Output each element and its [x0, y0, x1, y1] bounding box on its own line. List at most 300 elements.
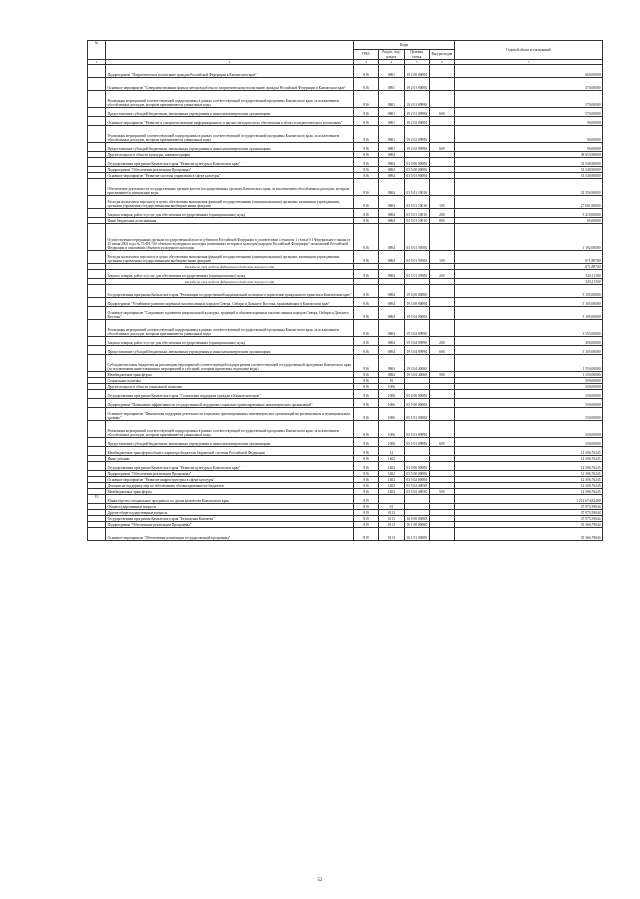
row-sum: 35 366,79044	[455, 528, 603, 541]
row-celevaya: 19 3 04 40060	[404, 355, 429, 372]
row-sum: 350,00000	[455, 408, 603, 421]
row-name: Закупка товаров, работ и услуг для обеспечения государственных (муниципальных) нужд	[106, 337, 354, 346]
row-name: Общегосударственные вопросы	[106, 504, 354, 510]
row-sum: 35 366,79044	[455, 522, 603, 528]
row-number	[88, 408, 106, 421]
row-razdel: 0801	[379, 65, 404, 78]
row-number	[88, 196, 106, 209]
table-row	[88, 298, 603, 307]
row-number	[88, 158, 106, 167]
row-vid	[429, 179, 454, 196]
row-number	[88, 528, 106, 541]
colnum: 2	[106, 60, 354, 65]
row-celevaya: 19 2 01 09990	[404, 108, 429, 117]
row-razdel: 0804	[379, 298, 404, 307]
row-number	[88, 179, 106, 196]
row-celevaya: 05 5 01 00000	[404, 408, 429, 421]
row-sum: 350,00000	[455, 421, 603, 438]
budget-table	[87, 40, 603, 541]
row-vid: 600	[429, 346, 454, 355]
row-number	[88, 320, 106, 337]
row-sum: 90,00000	[455, 117, 603, 126]
row-name: Государственная программа Камчатского края "Безопасная Камчатка"	[106, 516, 354, 522]
row-name: Основное мероприятие "Финансовая поддержка деятельности социально ориентированных некоммерческих организаций на региональном и муниципальном уровнях"	[106, 408, 354, 421]
row-razdel: 0801	[379, 143, 404, 152]
row-razdel: 0113	[379, 516, 404, 522]
row-name: Подпрограмма "Обеспечение реализации Программы"	[106, 522, 354, 528]
table-row	[88, 421, 603, 438]
row-vid	[429, 421, 454, 438]
row-vid: 200	[429, 337, 454, 346]
row-grbs: 816	[354, 320, 379, 337]
table-row	[88, 320, 603, 337]
row-vid: 200	[429, 209, 454, 218]
row-grbs: 816	[354, 117, 379, 126]
row-sum: 3 555,00000	[455, 320, 603, 337]
row-sum: 90,00000	[455, 126, 603, 143]
row-grbs: 816	[354, 384, 379, 390]
row-name: Предоставление субсидий бюджетным, автономным учреждениям и иным некоммерческим организациям	[106, 438, 354, 447]
row-grbs: 816	[354, 307, 379, 320]
row-number	[88, 346, 106, 355]
row-celevaya: 03 5 02 40030	[404, 489, 429, 495]
row-razdel: 0804	[379, 196, 404, 209]
row-sum: 671,88700	[455, 251, 603, 264]
row-name: Реализация мероприятий соответствующей подпрограммы в рамках соответствующей государственной программы Камчатского края, за исключением обособленных расходов, которым присваиваются уникальные коды	[106, 421, 354, 438]
row-sum: 37 975,59044	[455, 516, 603, 522]
row-vid: 600	[429, 438, 454, 447]
row-grbs: 819	[354, 522, 379, 528]
row-sum: 12 306,76245	[455, 447, 603, 456]
row-celevaya: 19 2 01 00000	[404, 78, 429, 91]
row-celevaya: 19 3 04 40060	[404, 372, 429, 378]
row-vid	[429, 320, 454, 337]
table-row	[88, 346, 603, 355]
colnum: 1	[88, 60, 106, 65]
row-name: Предоставление субсидий бюджетным, автономным учреждениям и иным некоммерческим организациям	[106, 108, 354, 117]
row-grbs: 816	[354, 471, 379, 477]
row-name: Расходы за счет средств федерального бюджета текущего года	[106, 264, 354, 270]
row-grbs: 816	[354, 355, 379, 372]
row-sum: 12 306,76245	[455, 462, 603, 471]
row-vid	[429, 126, 454, 143]
row-name: Основное мероприятие "Обеспечение реализации государственной программы"	[106, 528, 354, 541]
row-number	[88, 399, 106, 408]
row-name: Основное мероприятие "Развитие системы управления в сфере культуры"	[106, 173, 354, 179]
table-row	[88, 438, 603, 447]
row-celevaya: 19 0 00 00000	[404, 285, 429, 298]
table-row	[88, 65, 603, 78]
row-name: Дотации на поддержку мер по обеспечению сбалансированности бюджетов	[106, 483, 354, 489]
row-razdel: 0804	[379, 173, 404, 179]
row-grbs: 816	[354, 152, 379, 158]
row-number	[88, 285, 106, 298]
row-grbs: 816	[354, 158, 379, 167]
row-grbs: 816	[354, 285, 379, 298]
row-razdel: 0804	[379, 152, 404, 158]
row-celevaya: 03 5 00 00000	[404, 167, 429, 173]
row-vid	[429, 224, 454, 251]
row-razdel: 0804	[379, 337, 404, 346]
row-razdel: 0113	[379, 522, 404, 528]
row-grbs: 816	[354, 298, 379, 307]
row-razdel: 1402	[379, 471, 404, 477]
row-celevaya: 05 5 01 09990	[404, 421, 429, 438]
header-no: №	[88, 41, 106, 60]
row-sum: 33 548,90000	[455, 167, 603, 173]
row-name: Основное мероприятие "Развитие и совершенствование информационного и научно-методического обеспечения в области патриотического воспитания"	[106, 117, 354, 126]
row-grbs: 816	[354, 173, 379, 179]
row-name: Расходы на выплаты персоналу в целях обеспечения выполнения функций государственными (муниципальными) органами, казенными учреждениями, органами управления государственными внебюджетными фондами	[106, 196, 354, 209]
row-name: Другие вопросы в области социальной политики	[106, 384, 354, 390]
colnum: 6	[429, 60, 454, 65]
row-name: Межбюджетные трансферты общего характера бюджетам бюджетной системы Российской Федерации	[106, 447, 354, 456]
row-celevaya: 16 1 00 00000	[404, 522, 429, 528]
row-sum: 660,00000	[455, 65, 603, 78]
row-vid: 600	[429, 108, 454, 117]
row-name: Другие общегосударственные вопросы	[106, 510, 354, 516]
row-name: Предоставление субсидий бюджетным, автономным учреждениям и иным некоммерческим организациям	[106, 346, 354, 355]
table-row	[88, 117, 603, 126]
row-name: Подпрограмма "Обеспечение реализации Программы"	[106, 471, 354, 477]
row-grbs: 816	[354, 489, 379, 495]
table-row	[88, 179, 603, 196]
row-number	[88, 117, 106, 126]
row-sum: 32 356,90000	[455, 179, 603, 196]
row-razdel: 0804	[379, 320, 404, 337]
table-row	[88, 528, 603, 541]
row-razdel: 0804	[379, 167, 404, 173]
row-celevaya: 19 2 02 00000	[404, 117, 429, 126]
colnum: 4	[379, 60, 404, 65]
row-razdel: 14	[379, 447, 404, 456]
colnum: 3	[354, 60, 379, 65]
row-number	[88, 307, 106, 320]
row-razdel: 1402	[379, 483, 404, 489]
row-vid	[429, 399, 454, 408]
table-row	[88, 91, 603, 108]
colnum: 5	[404, 60, 429, 65]
table-row	[88, 108, 603, 117]
row-sum: 350,00000	[455, 384, 603, 390]
row-vid	[429, 355, 454, 372]
row-sum: 5 105,00000	[455, 298, 603, 307]
row-celevaya: 03 0 00 00000	[404, 158, 429, 167]
row-sum: 570,00000	[455, 91, 603, 108]
row-sum: 450,00000	[455, 337, 603, 346]
row-grbs: 816	[354, 251, 379, 264]
row-grbs: 819	[354, 510, 379, 516]
header-grbs: ГРБС	[354, 50, 379, 60]
table-row	[88, 390, 603, 399]
table-row	[88, 78, 603, 91]
row-name: Министерство специальных программ и по делам казачества Камчатского края	[106, 495, 354, 504]
row-name: Обеспечение деятельности государственных органов власти (государственных органов) Камчатского края, за исключением обособленных расходов, которым присваиваются уникальные коды	[106, 179, 354, 196]
row-grbs: 816	[354, 346, 379, 355]
row-razdel: 0113	[379, 528, 404, 541]
row-name: Реализация мероприятий соответствующей подпрограммы в рамках соответствующей государственной программы Камчатского края, за исключением обособленных расходов, которым присваиваются уникальные коды	[106, 91, 354, 108]
row-name: Реализация мероприятий соответствующей подпрограммы в рамках соответствующей государственной программы Камчатского края, за исключением обособленных расходов, которым присваиваются уникальные коды	[106, 126, 354, 143]
row-grbs: 816	[354, 477, 379, 483]
row-sum: 33 548,90000	[455, 173, 603, 179]
row-celevaya: 19 2 00 00000	[404, 65, 429, 78]
row-razdel: 10	[379, 378, 404, 384]
row-grbs: 816	[354, 462, 379, 471]
row-razdel: 0801	[379, 117, 404, 126]
row-grbs: 819	[354, 528, 379, 541]
row-name: Субсидии местным бюджетам на реализацию мероприятий соответствующей подпрограммы соответствующей государственной программы Камчатского края (за исключением инвестиционных мероприятий и субсидий, которым присвоены отдельные коды)	[106, 355, 354, 372]
row-razdel: 1006	[379, 421, 404, 438]
table-row	[88, 495, 603, 504]
row-celevaya: 03 5 01 59500	[404, 270, 429, 279]
row-grbs: 816	[354, 108, 379, 117]
row-number	[88, 78, 106, 91]
row-vid	[429, 158, 454, 167]
row-sum: 350,00000	[455, 390, 603, 399]
row-celevaya: 03 5 00 00000	[404, 471, 429, 477]
row-sum: 350,00000	[455, 438, 603, 447]
row-razdel: 0801	[379, 78, 404, 91]
row-celevaya: 03 5 01 10010	[404, 209, 429, 218]
row-vid	[429, 307, 454, 320]
row-celevaya: 03 5 02 40030	[404, 483, 429, 489]
row-grbs: 816	[354, 408, 379, 421]
row-number	[88, 143, 106, 152]
row-razdel: 0804	[379, 270, 404, 279]
row-celevaya: 19 2 02 09990	[404, 143, 429, 152]
row-grbs: 816	[354, 78, 379, 91]
row-celevaya: 03 5 01 10010	[404, 218, 429, 224]
row-vid	[429, 298, 454, 307]
row-name: Межбюджетные трансферты	[106, 372, 354, 378]
row-name: Осуществление переданных органам государственной власти субъектов Российской Федерации в соответствии с пунктом 1 статьи 9.1 Федерального закона от 25 июня 2002 года № 73-ФЗ "Об объектах культурного наследия (памятниках истории и культуры) народов Российской Федерации" полномочий Российской Федерации в отношении объектов культурного наследия	[106, 224, 354, 251]
row-name: Основное мероприятие "Сохранение и развитие национальной культуры, традиций и обычаев коренных малочисленных народов Севера, Сибири и Дальнего Востока"	[106, 307, 354, 320]
row-name: Подпрограмма "Обеспечение реализации Программы"	[106, 167, 354, 173]
row-number	[88, 462, 106, 471]
row-celevaya: 05 5 00 00000	[404, 399, 429, 408]
row-vid: 500	[429, 489, 454, 495]
row-number	[88, 447, 106, 456]
row-vid	[429, 285, 454, 298]
row-sum: 520,11300	[455, 270, 603, 279]
row-razdel: 1006	[379, 438, 404, 447]
row-sum: 570,00000	[455, 108, 603, 117]
row-vid	[429, 65, 454, 78]
row-name: Реализация мероприятий соответствующей подпрограммы в рамках соответствующей государственной программы Камчатского края, за исключением обособленных расходов, которым присваиваются уникальные коды	[106, 320, 354, 337]
row-sum: 5 105,00000	[455, 307, 603, 320]
row-sum: 1 550,00000	[455, 372, 603, 378]
row-sum: 5 105,00000	[455, 285, 603, 298]
row-name: Социальная политика	[106, 378, 354, 384]
row-sum: 5 210,00000	[455, 209, 603, 218]
row-number	[88, 91, 106, 108]
table-row	[88, 399, 603, 408]
row-grbs: 816	[354, 167, 379, 173]
row-grbs: 816	[354, 399, 379, 408]
row-vid	[429, 91, 454, 108]
row-celevaya: 03 5 02 00000	[404, 477, 429, 483]
row-grbs: 816	[354, 196, 379, 209]
row-celevaya: 03 5 01 00000	[404, 173, 429, 179]
row-razdel: 0804	[379, 285, 404, 298]
row-number	[88, 65, 106, 78]
header-vid: Вид расходов	[429, 50, 454, 60]
row-name: Основное мероприятие "Совершенствование форм и методов работы по патриотическому воспитанию граждан Российской Федерации в Камчатском крае"	[106, 78, 354, 91]
row-vid: 100	[429, 196, 454, 209]
row-celevaya: 05 0 00 00000	[404, 390, 429, 399]
row-celevaya: 03 5 01 59500	[404, 224, 429, 251]
row-name: Расходы на выплаты персоналу в целях обеспечения выполнения функций государственными (муниципальными) органами, казенными учреждениями, органами управления государственными внебюджетными фондами	[106, 251, 354, 264]
row-number	[88, 224, 106, 251]
row-number	[88, 126, 106, 143]
row-vid	[429, 408, 454, 421]
header-codes: Коды	[354, 41, 455, 50]
row-sum: 350,00000	[455, 378, 603, 384]
row-celevaya: 03 0 00 00000	[404, 462, 429, 471]
row-grbs: 816	[354, 270, 379, 279]
row-sum: 12 306,76245	[455, 477, 603, 483]
row-celevaya: 19 2 01 09990	[404, 91, 429, 108]
row-celevaya: 19 3 04 09990	[404, 337, 429, 346]
row-celevaya: 03 5 01 10010	[404, 179, 429, 196]
row-sum: 27 081,90000	[455, 196, 603, 209]
row-celevaya: 19 2 02 09990	[404, 126, 429, 143]
row-grbs: 816	[354, 224, 379, 251]
row-sum: 520,11300	[455, 279, 603, 285]
row-razdel	[379, 495, 404, 504]
row-name: Государственная программа Камчатского края "Развитие культуры в Камчатском крае"	[106, 158, 354, 167]
row-celevaya: 03 5 01 10010	[404, 196, 429, 209]
row-celevaya: 05 5 01 09990	[404, 438, 429, 447]
row-razdel: 0804	[379, 355, 404, 372]
table-body	[88, 65, 603, 541]
row-grbs: 816	[354, 378, 379, 384]
row-razdel: 1402	[379, 489, 404, 495]
row-sum: 90,00000	[455, 143, 603, 152]
table-row	[88, 462, 603, 471]
table-row	[88, 307, 603, 320]
row-name: Подпрограмма "Устойчивое развитие коренных малочисленных народов Севера, Сибири и Дальнего Востока, проживающих в Камчатском крае"	[106, 298, 354, 307]
table-row	[88, 337, 603, 346]
row-grbs: 816	[354, 372, 379, 378]
row-celevaya: 19 3 04 00000	[404, 307, 429, 320]
row-number	[88, 209, 106, 218]
row-name: Закупка товаров, работ и услуг для обеспечения государственных (муниципальных) нужд	[106, 209, 354, 218]
row-vid	[429, 78, 454, 91]
header-sum: Годовой объем ассигнований	[455, 41, 603, 60]
row-razdel: 0801	[379, 126, 404, 143]
row-grbs: 816	[354, 337, 379, 346]
row-celevaya: 19 3 04 09990	[404, 320, 429, 337]
row-sum: 12 306,76245	[455, 489, 603, 495]
row-name: Государственная программа Камчатского края "Социальная поддержка граждан в Камчатском крае"	[106, 390, 354, 399]
row-number	[88, 108, 106, 117]
row-number	[88, 438, 106, 447]
table-row	[88, 126, 603, 143]
row-razdel: 0804	[379, 209, 404, 218]
row-name: Государственная программа Камчатского края "Реализация государственной национальной политики и укрепление гражданского единства в Камчатском крае"	[106, 285, 354, 298]
header-name	[106, 41, 354, 60]
table-row	[88, 224, 603, 251]
row-grbs: 816	[354, 209, 379, 218]
row-number	[88, 251, 106, 264]
row-name: Другие вопросы в области культуры, кинематографии	[106, 152, 354, 158]
table-row	[88, 270, 603, 279]
row-name: Расходы за счет средств федерального бюджета текущего года	[106, 279, 354, 285]
row-grbs: 816	[354, 126, 379, 143]
row-vid: 800	[429, 218, 454, 224]
row-razdel: 1006	[379, 408, 404, 421]
table-row	[88, 251, 603, 264]
row-vid: 100	[429, 251, 454, 264]
row-sum: 37 975,59044	[455, 510, 603, 516]
row-name: Иные дотации	[106, 456, 354, 462]
row-number	[88, 390, 106, 399]
row-number: 15	[88, 495, 106, 504]
row-razdel: 1006	[379, 390, 404, 399]
row-vid: 600	[429, 143, 454, 152]
row-number	[88, 355, 106, 372]
row-sum: 570,00000	[455, 78, 603, 91]
row-celevaya: 16 1 01 00000	[404, 528, 429, 541]
row-grbs: 819	[354, 495, 379, 504]
row-sum: 1 212 674,82400	[455, 495, 603, 504]
row-razdel: 0113	[379, 510, 404, 516]
row-sum: 12 306,76245	[455, 471, 603, 477]
row-razdel: 0804	[379, 346, 404, 355]
row-grbs: 819	[354, 516, 379, 522]
table-row	[88, 285, 603, 298]
row-razdel: 0804	[379, 251, 404, 264]
row-razdel: 0801	[379, 108, 404, 117]
row-grbs: 816	[354, 390, 379, 399]
row-name: Подпрограмма "Патриотическое воспитание граждан Российской Федерации в Камчатском крае"	[106, 65, 354, 78]
row-number	[88, 337, 106, 346]
row-vid	[429, 462, 454, 471]
row-sum: 65,00000	[455, 218, 603, 224]
row-razdel: 0804	[379, 307, 404, 320]
row-vid	[429, 390, 454, 399]
row-razdel: 0804	[379, 372, 404, 378]
row-grbs: 816	[354, 179, 379, 196]
row-grbs: 816	[354, 91, 379, 108]
row-sum: 38 653,90000	[455, 152, 603, 158]
row-grbs: 816	[354, 456, 379, 462]
header-razdel: Раздел, под-раздел	[379, 50, 404, 60]
row-sum: 37 975,59044	[455, 504, 603, 510]
row-sum: 1 192,00000	[455, 224, 603, 251]
table-row	[88, 209, 603, 218]
row-sum: 350,00000	[455, 399, 603, 408]
row-celevaya	[404, 495, 429, 504]
table-row	[88, 408, 603, 421]
row-razdel: 0804	[379, 179, 404, 196]
row-name: Закупка товаров, работ и услуг для обеспечения государственных (муниципальных) нужд	[106, 270, 354, 279]
row-number	[88, 298, 106, 307]
row-razdel: 0801	[379, 91, 404, 108]
row-celevaya	[404, 447, 429, 456]
row-celevaya: 19 3 04 09990	[404, 346, 429, 355]
page-number: 52	[317, 878, 323, 883]
row-grbs: 816	[354, 447, 379, 456]
row-razdel: 1402	[379, 462, 404, 471]
colnum: 7	[455, 60, 603, 65]
row-celevaya: 19 3 00 00000	[404, 298, 429, 307]
row-name: Государственная программа Камчатского края "Развитие культуры в Камчатском крае"	[106, 462, 354, 471]
row-vid	[429, 117, 454, 126]
row-celevaya: 16 0 00 00000	[404, 516, 429, 522]
table-row	[88, 196, 603, 209]
